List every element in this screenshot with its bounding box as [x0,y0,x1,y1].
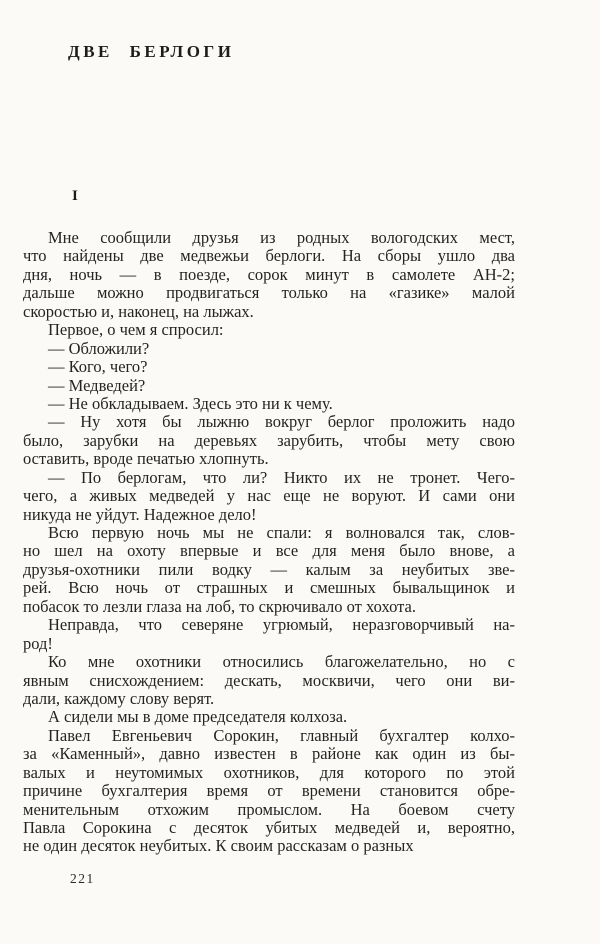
paragraph [23,524,515,616]
paragraph [23,358,515,376]
chapter-title: ДВЕ БЕРЛОГИ [68,42,235,61]
body-text [23,229,515,856]
text-line: скоростью и, наконец, на лыжах. [23,301,254,321]
text-line: Павел Евгеньевич Сорокин, главный бухгалтер колхо- [48,725,515,745]
text-line: Первое, о чем я спросил: [48,320,224,340]
text-line: валых и неутомимых охотников, для которого по этой [23,762,515,782]
text-line: Ко мне охотники относились благожелательно, но с [48,652,515,672]
paragraph [23,413,515,468]
paragraph [23,395,515,413]
text-line: Всю первую ночь мы не спали: я волновался так, слов- [48,523,515,542]
text-line: Павла Сорокина с десяток убитых медведей и, вероятно, [23,818,515,837]
text-line: дали, каждому слову верят. [23,688,215,708]
paragraph [23,708,515,726]
paragraph [23,616,515,653]
text-line: род! [23,633,53,653]
text-line: чего, а живых медведей у нас еще не воруют. И сами они [23,486,515,506]
text-line: явным снисхождением: дескать, москвичи, чего они ви- [23,670,515,690]
text-line: — Медведей? [48,375,146,395]
text-line: за «Каменный», давно известен в районе как один из бы- [23,744,515,764]
text-line: Мне сообщили друзья из родных вологодских мест, [48,228,515,247]
text-line: что найдены две медвежьи берлоги. На сборы ушло два [23,246,515,266]
text-line: никуда не уйдут. Надежное дело! [23,504,257,524]
text-line: оставить, вроде печатью хлопнуть. [23,449,269,469]
paragraph [23,340,515,358]
paragraph [23,321,515,339]
text-line: — Не обкладываем. Здесь это ни к чему. [48,393,333,413]
text-line: дальше можно продвигаться только на «газике» малой [23,283,515,303]
text-line: — По берлогам, что ли? Никто их не тронет. Чего- [48,467,515,487]
text-line: было, зарубки на деревьях зарубить, чтобы мету свою [23,430,515,450]
paragraph [23,653,515,708]
text-line: менительным отхожим промыслом. На боевом счету [23,799,515,819]
text-line: побасок то лезли глаза на лоб, то скрючивало от хохота. [23,596,416,616]
text-line: — Кого, чего? [48,357,148,377]
text-line: друзья-охотники пили водку — калым за неубитых зве- [23,559,515,579]
text-line: Неправда, что северяне угрюмый, неразговорчивый на- [48,615,515,635]
section-marker: I [72,188,78,204]
paragraph [23,229,515,321]
text-line: А сидели мы в доме председателя колхоза. [48,707,348,727]
paragraph [23,377,515,395]
text-line: рей. Всю ночь от страшных и смешных бывальщинок и [23,578,515,598]
text-line: — Ну хотя бы лыжню вокруг берлог проложить надо [48,412,515,432]
text-line: не один десяток неубитых. К своим рассказам о разных [23,836,414,856]
text-line: причине бухгалтерия время от времени становится обре- [23,781,515,801]
text-line: дня, ночь — в поезде, сорок минут в самолете АН-2; [23,264,515,284]
paragraph [23,727,515,856]
paragraph [23,469,515,524]
text-line: но шел на охоту впервые и все для меня было внове, а [23,541,515,561]
page-number: 221 [70,871,95,886]
text-line: — Обложили? [48,338,150,358]
